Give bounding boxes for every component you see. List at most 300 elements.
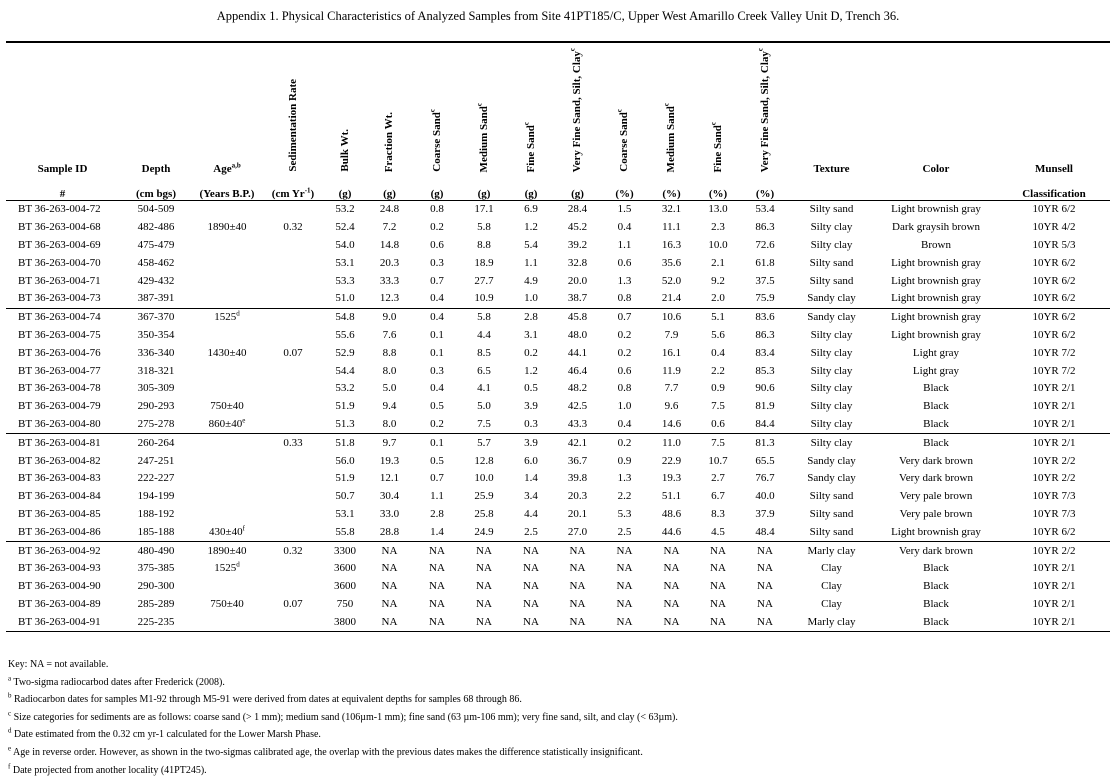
cell-color: Dark graysih brown bbox=[892, 221, 980, 234]
cell-coarse-sand-pct: 0.4 bbox=[617, 221, 632, 234]
table-row bbox=[6, 344, 1110, 362]
cell-sample-id: BT 36-263-004-80 bbox=[18, 417, 101, 430]
cell-fraction-wt: 12.3 bbox=[379, 292, 400, 305]
cell-texture: Sandy clay bbox=[807, 292, 856, 305]
cell-fraction-wt: 28.8 bbox=[379, 525, 400, 538]
cell-coarse-sand-pct: 0.8 bbox=[617, 382, 632, 395]
cell-coarse-sand-pct: 0.7 bbox=[601, 308, 648, 326]
cell-bulk-wt: 52.4 bbox=[335, 221, 355, 234]
table-row bbox=[6, 272, 1110, 290]
cell-coarse-sand-g: NA bbox=[429, 580, 445, 593]
cell-medium-sand-g: 25.9 bbox=[474, 490, 494, 503]
cell-bulk-wt: 3800 bbox=[325, 613, 365, 631]
table-row bbox=[6, 237, 1110, 255]
table-row bbox=[6, 416, 1110, 434]
cell-fraction-wt: 33.0 bbox=[379, 507, 400, 520]
cell-medium-sand-g: 5.7 bbox=[460, 434, 508, 452]
cell-bulk-wt: 51.0 bbox=[335, 292, 355, 305]
cell-fraction-wt: NA bbox=[381, 597, 398, 610]
cell-vfine-sand-pct: NA bbox=[757, 597, 773, 610]
footnote: $^c$ Size categories for sediments are as follows: coarse sand (> 1 mm); medium sand (106µm-1 mm); fine sand (63 µm-106 mm); very fine sand, silt, and clay (< 63µm). bbox=[8, 709, 678, 723]
cell-fraction-wt: 33.3 bbox=[379, 274, 400, 287]
cell-sed-rate bbox=[261, 272, 325, 290]
cell-munsell: 10YR 7/3 bbox=[1032, 507, 1076, 520]
cell-coarse-sand-pct: NA bbox=[616, 580, 633, 593]
cell-coarse-sand-g: 0.1 bbox=[430, 328, 444, 341]
cell-fine-sand-g: 1.1 bbox=[524, 256, 538, 269]
cell-age bbox=[193, 578, 261, 596]
cell-fraction-wt: 9.4 bbox=[382, 400, 397, 413]
cell-texture: Marly clay bbox=[789, 613, 874, 631]
cell-texture: Silty sand bbox=[809, 525, 854, 538]
cell-depth: 387-391 bbox=[137, 292, 175, 305]
cell-fraction-wt: 9.7 bbox=[365, 434, 414, 452]
cell-coarse-sand-pct: 0.9 bbox=[617, 454, 632, 467]
table-row bbox=[6, 506, 1110, 524]
table-row bbox=[6, 290, 1110, 308]
cell-fraction-wt: 5.0 bbox=[382, 382, 397, 395]
cell-coarse-sand-g: NA bbox=[429, 597, 445, 610]
cell-coarse-sand-pct: 0.4 bbox=[617, 417, 632, 430]
cell-age bbox=[193, 613, 261, 631]
cell-depth: 247-251 bbox=[137, 454, 175, 467]
unit-fine-p: (%) bbox=[695, 178, 741, 201]
table-row bbox=[6, 398, 1110, 416]
cell-vfine-sand-g: 42.5 bbox=[567, 400, 588, 413]
cell-age bbox=[193, 488, 261, 506]
cell-medium-sand-pct: NA bbox=[648, 613, 695, 631]
cell-depth: 367-370 bbox=[119, 308, 193, 326]
cell-color: Light brownish gray bbox=[874, 308, 998, 326]
cell-texture: Silty sand bbox=[809, 490, 854, 503]
cell-fine-sand-g: NA bbox=[508, 613, 554, 631]
cell-color: Very pale brown bbox=[899, 507, 973, 520]
cell-fine-sand-g: NA bbox=[523, 597, 539, 610]
cell-bulk-wt: 54.0 bbox=[335, 238, 355, 251]
table-row bbox=[6, 560, 1110, 578]
cell-vfine-sand-pct: 72.6 bbox=[755, 238, 775, 251]
cell-fraction-wt: 8.0 bbox=[382, 364, 397, 377]
cell-vfine-sand-pct: 86.3 bbox=[755, 221, 775, 234]
cell-texture: Silty clay bbox=[789, 434, 874, 452]
cell-vfine-sand-g: 32.8 bbox=[567, 256, 588, 269]
cell-vfine-sand-g: 28.4 bbox=[567, 203, 588, 216]
cell-texture: Silty clay bbox=[810, 364, 853, 377]
cell-fraction-wt: NA bbox=[365, 542, 414, 560]
cell-depth: 350-354 bbox=[137, 328, 175, 341]
cell-bulk-wt: 53.2 bbox=[335, 203, 355, 216]
header-coarse-g: Coarse Sand$^c$ bbox=[414, 42, 460, 178]
cell-vfine-sand-pct: 90.6 bbox=[755, 382, 775, 395]
cell-fine-sand-pct: NA bbox=[695, 613, 741, 631]
cell-sample-id: BT 36-263-004-85 bbox=[18, 507, 101, 520]
cell-sed-rate bbox=[261, 362, 325, 380]
cell-vfine-sand-pct: 37.5 bbox=[755, 274, 775, 287]
cell-coarse-sand-pct: 0.2 bbox=[601, 434, 648, 452]
cell-sed-rate: 0.07 bbox=[283, 346, 303, 359]
unit-munsell: Classification bbox=[998, 178, 1110, 201]
cell-age: 750±40 bbox=[210, 597, 244, 610]
cell-age bbox=[193, 380, 261, 398]
cell-sed-rate: 0.07 bbox=[283, 597, 303, 610]
cell-vfine-sand-pct: 81.9 bbox=[755, 400, 775, 413]
cell-sed-rate bbox=[261, 201, 325, 219]
cell-depth: 285-289 bbox=[137, 597, 175, 610]
samples-table bbox=[6, 41, 1110, 632]
cell-medium-sand-g: 8.5 bbox=[477, 346, 491, 359]
cell-color: Black bbox=[923, 400, 949, 413]
cell-fine-sand-pct: 2.2 bbox=[711, 364, 725, 377]
cell-bulk-wt: 52.9 bbox=[335, 346, 355, 359]
cell-vfine-sand-g: 20.3 bbox=[567, 490, 588, 503]
cell-vfine-sand-g: 39.2 bbox=[567, 238, 588, 251]
header-vfine-g: Very Fine Sand, Silt, Clay$^c$ bbox=[554, 42, 601, 178]
cell-medium-sand-g: NA bbox=[476, 580, 492, 593]
cell-texture: Silty clay bbox=[810, 400, 853, 413]
cell-vfine-sand-g: 48.2 bbox=[567, 382, 588, 395]
table-row bbox=[6, 434, 1110, 452]
cell-coarse-sand-pct: NA bbox=[601, 613, 648, 631]
cell-sample-id: BT 36-263-004-89 bbox=[18, 597, 101, 610]
cell-bulk-wt: 50.7 bbox=[335, 490, 355, 503]
cell-sample-id: BT 36-263-004-74 bbox=[6, 308, 119, 326]
unit-fine-g: (g) bbox=[508, 178, 554, 201]
cell-fraction-wt: 24.8 bbox=[379, 203, 400, 216]
cell-fine-sand-g: 6.0 bbox=[524, 454, 538, 467]
cell-fraction-wt: 7.2 bbox=[382, 221, 397, 234]
cell-medium-sand-pct: 32.1 bbox=[661, 203, 682, 216]
cell-munsell: 10YR 5/3 bbox=[1032, 238, 1076, 251]
cell-munsell: 10YR 2/1 bbox=[1032, 562, 1076, 575]
cell-munsell: 10YR 2/1 bbox=[1032, 580, 1076, 593]
cell-sample-id: BT 36-263-004-81 bbox=[6, 434, 119, 452]
unit-sed-rate: (cm $Yr^{-1}$) bbox=[261, 178, 325, 201]
cell-sed-rate bbox=[261, 290, 325, 308]
cell-vfine-sand-pct: 86.3 bbox=[755, 328, 775, 341]
cell-age bbox=[193, 452, 261, 470]
cell-coarse-sand-pct: 0.2 bbox=[617, 328, 632, 341]
table-row bbox=[6, 452, 1110, 470]
cell-sample-id: BT 36-263-004-82 bbox=[18, 454, 101, 467]
cell-bulk-wt: 3600 bbox=[334, 580, 356, 593]
unit-texture bbox=[789, 178, 874, 201]
cell-fine-sand-g: 3.4 bbox=[524, 490, 538, 503]
cell-munsell: 10YR 2/2 bbox=[1032, 454, 1076, 467]
cell-vfine-sand-g: NA bbox=[569, 562, 586, 575]
cell-age bbox=[193, 362, 261, 380]
cell-depth: 458-462 bbox=[137, 256, 175, 269]
cell-color: Black bbox=[923, 597, 949, 610]
cell-sample-id: BT 36-263-004-69 bbox=[18, 238, 101, 251]
cell-medium-sand-pct: 7.9 bbox=[664, 328, 679, 341]
cell-coarse-sand-pct: 1.3 bbox=[617, 472, 632, 485]
cell-sample-id: BT 36-263-004-77 bbox=[18, 364, 101, 377]
cell-depth: 188-192 bbox=[137, 507, 175, 520]
cell-coarse-sand-g: 0.4 bbox=[430, 292, 444, 305]
cell-vfine-sand-g: NA bbox=[569, 580, 586, 593]
document-title: Appendix 1. Physical Characteristics of Analyzed Samples from Site 41PT185/C, Upper West Amarillo Creek Valley Unit D, Trench 36. bbox=[216, 9, 900, 23]
cell-medium-sand-pct: 11.1 bbox=[662, 221, 681, 234]
cell-fine-sand-g: 1.2 bbox=[524, 364, 538, 377]
cell-vfine-sand-pct: 83.6 bbox=[741, 308, 789, 326]
cell-texture: Clay bbox=[821, 580, 842, 593]
cell-munsell: 10YR 6/2 bbox=[1032, 274, 1076, 287]
cell-vfine-sand-g: 43.3 bbox=[567, 417, 588, 430]
cell-color: Brown bbox=[921, 238, 951, 251]
unit-sample-id: # bbox=[6, 178, 119, 201]
cell-vfine-sand-pct: 53.4 bbox=[755, 203, 775, 216]
cell-depth: 480-490 bbox=[119, 542, 193, 560]
cell-sample-id: BT 36-263-004-73 bbox=[18, 292, 101, 305]
cell-texture: Sandy clay bbox=[807, 454, 856, 467]
cell-bulk-wt: 53.1 bbox=[335, 256, 355, 269]
cell-medium-sand-g: 12.8 bbox=[474, 454, 494, 467]
cell-color: Light brownish gray bbox=[891, 328, 981, 341]
cell-vfine-sand-g: 42.1 bbox=[554, 434, 601, 452]
cell-coarse-sand-pct: 0.6 bbox=[617, 256, 632, 269]
cell-texture: Silty clay bbox=[810, 382, 853, 395]
cell-vfine-sand-g: NA bbox=[569, 597, 586, 610]
table-row bbox=[6, 254, 1110, 272]
cell-coarse-sand-g: 0.3 bbox=[430, 364, 444, 377]
cell-coarse-sand-pct: 0.2 bbox=[617, 346, 632, 359]
cell-fine-sand-pct: 0.6 bbox=[711, 417, 725, 430]
table-row bbox=[6, 488, 1110, 506]
cell-age bbox=[193, 327, 261, 345]
footnote: $^d$ Date estimated from the 0.32 cm yr-1 calculated for the Lower Marsh Phase. bbox=[8, 727, 321, 741]
cell-texture: Silty clay bbox=[810, 238, 853, 251]
cell-fine-sand-pct: 5.1 bbox=[695, 308, 741, 326]
unit-coarse-g: (g) bbox=[414, 178, 460, 201]
cell-fraction-wt: 7.6 bbox=[382, 328, 397, 341]
cell-bulk-wt: 3600 bbox=[334, 562, 356, 575]
cell-age: 1430±40 bbox=[207, 346, 247, 359]
cell-fine-sand-g: NA bbox=[508, 542, 554, 560]
cell-texture: Clay bbox=[821, 562, 842, 575]
cell-bulk-wt: 54.4 bbox=[335, 364, 355, 377]
cell-sample-id: BT 36-263-004-92 bbox=[6, 542, 119, 560]
cell-bulk-wt: 51.9 bbox=[335, 472, 355, 485]
cell-sed-rate: 0.33 bbox=[261, 434, 325, 452]
cell-munsell: 10YR 2/1 bbox=[1032, 417, 1076, 430]
table-row bbox=[6, 380, 1110, 398]
cell-medium-sand-pct: NA bbox=[648, 542, 695, 560]
cell-sample-id: BT 36-263-004-78 bbox=[18, 382, 101, 395]
cell-sample-id: BT 36-263-004-71 bbox=[18, 274, 101, 287]
cell-sample-id: BT 36-263-004-72 bbox=[18, 203, 101, 216]
header-coarse-p: Coarse Sand$^c$ bbox=[601, 42, 648, 178]
table-row bbox=[6, 542, 1110, 560]
cell-fine-sand-pct: NA bbox=[710, 597, 726, 610]
cell-medium-sand-g: 24.9 bbox=[474, 525, 494, 538]
cell-coarse-sand-pct: 1.5 bbox=[617, 203, 632, 216]
cell-munsell: 10YR 2/1 bbox=[1032, 382, 1076, 395]
cell-vfine-sand-g: 20.0 bbox=[567, 274, 588, 287]
cell-fine-sand-pct: 6.7 bbox=[711, 490, 725, 503]
cell-vfine-sand-g: 20.1 bbox=[567, 507, 588, 520]
cell-munsell: 10YR 2/1 bbox=[1032, 597, 1076, 610]
cell-sed-rate bbox=[261, 254, 325, 272]
header-texture: Texture bbox=[789, 42, 874, 178]
cell-sample-id: BT 36-263-004-90 bbox=[18, 580, 101, 593]
cell-medium-sand-pct: 35.6 bbox=[661, 256, 682, 269]
cell-medium-sand-g: 10.0 bbox=[474, 472, 494, 485]
cell-fine-sand-pct: 0.9 bbox=[711, 382, 725, 395]
cell-munsell: 10YR 2/2 bbox=[998, 542, 1110, 560]
cell-age: 1890±40 bbox=[193, 542, 261, 560]
cell-depth: 225-235 bbox=[119, 613, 193, 631]
cell-texture: Silty clay bbox=[810, 417, 853, 430]
cell-medium-sand-pct: 11.9 bbox=[662, 364, 681, 377]
cell-sample-id: BT 36-263-004-68 bbox=[18, 221, 101, 234]
cell-medium-sand-g: 4.4 bbox=[477, 328, 491, 341]
cell-munsell: 10YR 6/2 bbox=[1032, 203, 1076, 216]
cell-vfine-sand-pct: 65.5 bbox=[755, 454, 775, 467]
cell-medium-sand-pct: 22.9 bbox=[661, 454, 682, 467]
cell-fraction-wt: 8.8 bbox=[382, 346, 397, 359]
cell-vfine-sand-pct: NA bbox=[757, 562, 773, 575]
cell-bulk-wt: 3300 bbox=[325, 542, 365, 560]
cell-medium-sand-g: 10.9 bbox=[474, 292, 494, 305]
cell-vfine-sand-pct: 85.3 bbox=[755, 364, 775, 377]
table-row bbox=[6, 362, 1110, 380]
cell-vfine-sand-pct: 48.4 bbox=[755, 525, 775, 538]
table-row bbox=[6, 201, 1110, 219]
cell-coarse-sand-g: 0.1 bbox=[430, 346, 444, 359]
cell-fraction-wt: NA bbox=[381, 562, 398, 575]
cell-fine-sand-pct: 2.3 bbox=[711, 221, 725, 234]
cell-bulk-wt: 55.6 bbox=[335, 328, 355, 341]
cell-vfine-sand-pct: 75.9 bbox=[755, 292, 775, 305]
cell-vfine-sand-g: 39.8 bbox=[567, 472, 588, 485]
cell-color: Light gray bbox=[912, 364, 960, 377]
cell-sed-rate: 0.32 bbox=[261, 542, 325, 560]
cell-sample-id: BT 36-263-004-79 bbox=[18, 400, 101, 413]
cell-medium-sand-g: NA bbox=[476, 597, 492, 610]
header-munsell: Munsell bbox=[998, 42, 1110, 178]
cell-coarse-sand-g: NA bbox=[414, 613, 460, 631]
cell-fine-sand-g: 4.9 bbox=[524, 274, 538, 287]
cell-munsell: 10YR 7/2 bbox=[1032, 364, 1076, 377]
cell-age bbox=[193, 290, 261, 308]
cell-sed-rate bbox=[261, 380, 325, 398]
cell-age: $860\pm 40^e$ bbox=[208, 416, 246, 430]
cell-depth: 222-227 bbox=[137, 472, 175, 485]
cell-coarse-sand-pct: 5.3 bbox=[617, 507, 632, 520]
cell-sed-rate bbox=[261, 470, 325, 488]
cell-fine-sand-g: 3.9 bbox=[508, 434, 554, 452]
cell-sample-id: BT 36-263-004-86 bbox=[18, 525, 101, 538]
cell-coarse-sand-pct: 1.3 bbox=[617, 274, 632, 287]
cell-medium-sand-pct: 21.4 bbox=[661, 292, 682, 305]
header-sed-rate: Sedimentation Rate bbox=[261, 42, 325, 178]
cell-medium-sand-g: 27.7 bbox=[474, 274, 494, 287]
cell-sample-id: BT 36-263-004-76 bbox=[18, 346, 101, 359]
cell-bulk-wt: 56.0 bbox=[335, 454, 355, 467]
cell-age bbox=[193, 470, 261, 488]
cell-coarse-sand-g: 2.8 bbox=[430, 507, 444, 520]
cell-medium-sand-pct: 11.0 bbox=[648, 434, 695, 452]
cell-munsell: 10YR 2/2 bbox=[1032, 472, 1076, 485]
cell-fine-sand-g: 4.4 bbox=[524, 507, 538, 520]
cell-color: Light gray bbox=[912, 346, 960, 359]
cell-munsell: 10YR 6/2 bbox=[998, 308, 1110, 326]
cell-fraction-wt: NA bbox=[365, 613, 414, 631]
cell-vfine-sand-pct: 83.4 bbox=[755, 346, 775, 359]
cell-vfine-sand-pct: 84.4 bbox=[755, 417, 775, 430]
unit-color bbox=[874, 178, 998, 201]
cell-medium-sand-g: 8.8 bbox=[477, 238, 491, 251]
cell-age: $430\pm 40^f$ bbox=[209, 524, 245, 538]
cell-fine-sand-pct: 9.2 bbox=[711, 274, 725, 287]
cell-color: Very dark brown bbox=[899, 472, 973, 485]
cell-depth: 290-300 bbox=[137, 580, 175, 593]
cell-fraction-wt: 30.4 bbox=[379, 490, 400, 503]
cell-depth: 194-199 bbox=[137, 490, 175, 503]
cell-fine-sand-g: 6.9 bbox=[524, 203, 538, 216]
cell-sample-id: BT 36-263-004-75 bbox=[18, 328, 101, 341]
cell-fraction-wt: NA bbox=[381, 580, 398, 593]
cell-coarse-sand-pct: 0.8 bbox=[617, 292, 632, 305]
cell-coarse-sand-g: 0.4 bbox=[414, 308, 460, 326]
cell-vfine-sand-g: 27.0 bbox=[567, 525, 588, 538]
cell-vfine-sand-pct: 61.8 bbox=[755, 256, 775, 269]
cell-fine-sand-pct: NA bbox=[695, 542, 741, 560]
footnote: $^e$ Age in reverse order. However, as shown in the two-sigmas calibrated age, the overlap with the previous dates makes the difference statistically insignificant. bbox=[8, 744, 643, 758]
cell-medium-sand-pct: 51.1 bbox=[661, 490, 682, 503]
cell-medium-sand-g: 5.8 bbox=[460, 308, 508, 326]
cell-coarse-sand-g: 0.7 bbox=[430, 274, 444, 287]
cell-texture: Silty clay bbox=[810, 221, 853, 234]
cell-medium-sand-pct: 7.7 bbox=[664, 382, 679, 395]
cell-sed-rate bbox=[261, 488, 325, 506]
cell-texture: Sandy clay bbox=[789, 308, 874, 326]
header-bulk-wt: Bulk Wt. bbox=[325, 42, 365, 178]
cell-bulk-wt: 51.8 bbox=[325, 434, 365, 452]
cell-fine-sand-pct: 10.0 bbox=[708, 238, 728, 251]
cell-fine-sand-g: 2.8 bbox=[508, 308, 554, 326]
cell-coarse-sand-g: 0.7 bbox=[430, 472, 444, 485]
cell-munsell: 10YR 6/2 bbox=[1032, 256, 1076, 269]
cell-fine-sand-pct: 10.7 bbox=[708, 454, 728, 467]
cell-medium-sand-pct: 9.6 bbox=[664, 400, 679, 413]
cell-fine-sand-pct: 0.4 bbox=[711, 346, 725, 359]
cell-fine-sand-pct: 7.5 bbox=[695, 434, 741, 452]
cell-depth: 504-509 bbox=[137, 203, 175, 216]
cell-depth: 429-432 bbox=[137, 274, 175, 287]
table-row bbox=[6, 470, 1110, 488]
cell-munsell: 10YR 6/2 bbox=[1032, 328, 1076, 341]
cell-coarse-sand-g: 1.4 bbox=[430, 525, 444, 538]
unit-age: (Years B.P.) bbox=[193, 178, 261, 201]
cell-vfine-sand-g: NA bbox=[554, 613, 601, 631]
cell-fine-sand-pct: 2.7 bbox=[711, 472, 725, 485]
header-fraction-wt: Fraction Wt. bbox=[365, 42, 414, 178]
cell-texture: Silty clay bbox=[810, 346, 853, 359]
cell-sed-rate bbox=[261, 613, 325, 631]
cell-medium-sand-g: 6.5 bbox=[477, 364, 491, 377]
cell-coarse-sand-g: 0.2 bbox=[430, 417, 444, 430]
header-medium-p: Medium Sand$^c$ bbox=[648, 42, 695, 178]
cell-medium-sand-pct: 14.6 bbox=[661, 417, 682, 430]
cell-sed-rate bbox=[261, 398, 325, 416]
cell-depth: 185-188 bbox=[137, 525, 175, 538]
cell-fine-sand-g: 0.3 bbox=[524, 417, 538, 430]
cell-munsell: 10YR 2/1 bbox=[1032, 400, 1076, 413]
table-row bbox=[6, 578, 1110, 596]
unit-fraction: (g) bbox=[365, 178, 414, 201]
cell-medium-sand-g: 5.8 bbox=[477, 221, 491, 234]
